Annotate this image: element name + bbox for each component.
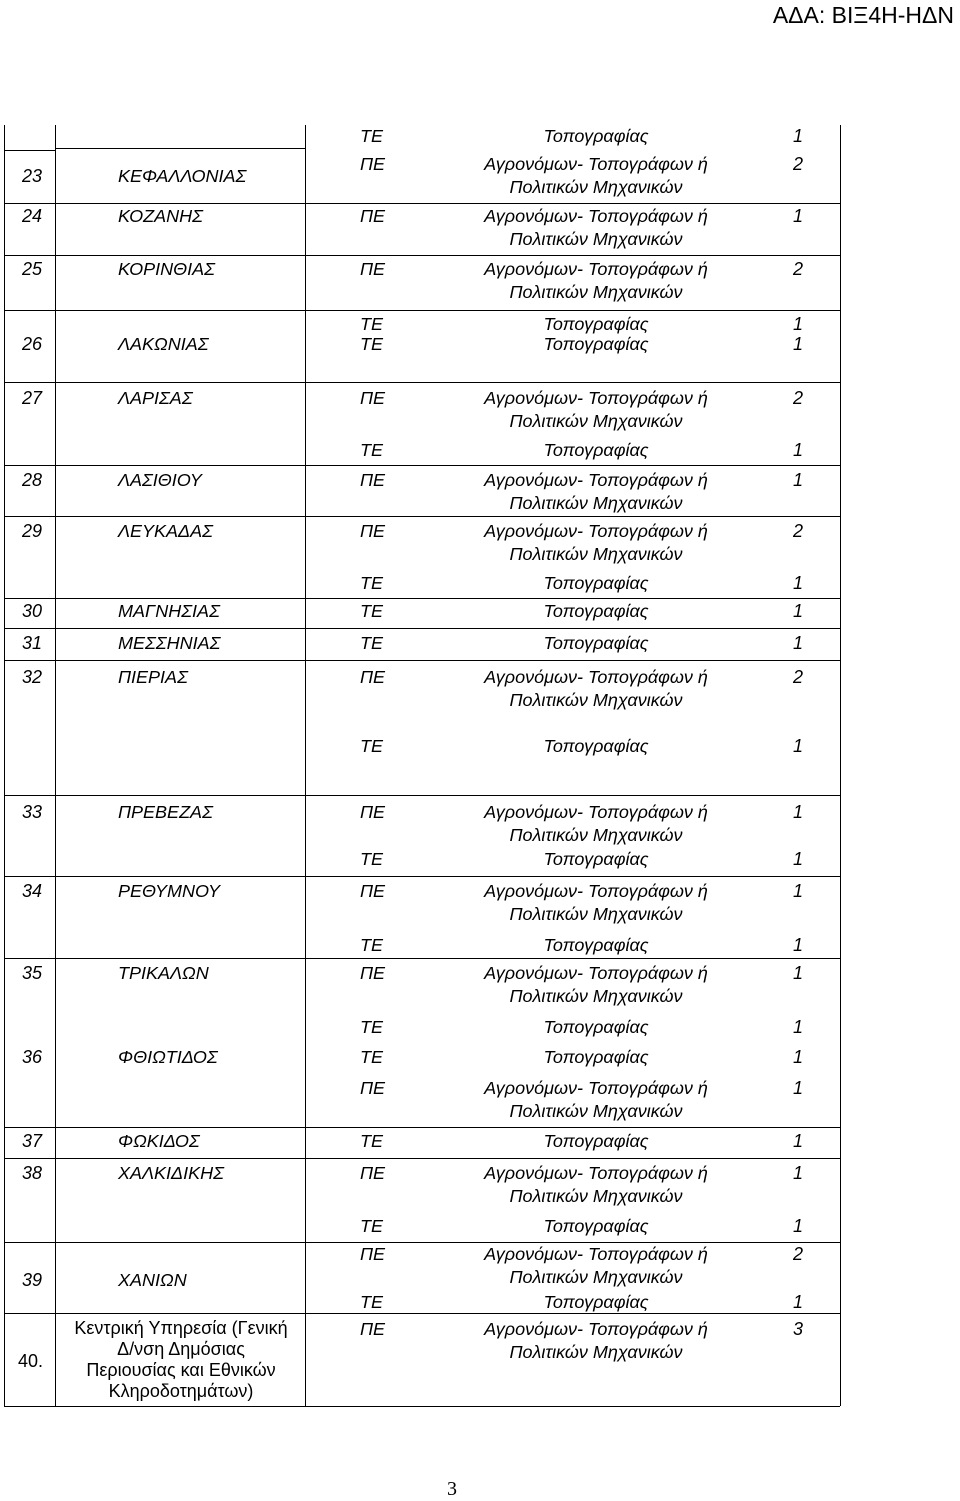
table-rule [4, 255, 840, 256]
specialty-line-1: Αγρονόμων- Τοπογράφων ή [484, 259, 708, 279]
position-count: 1 [792, 470, 803, 490]
category-code: ΠΕ [360, 470, 386, 490]
specialty: Τοπογραφίας [543, 1292, 649, 1312]
position-count: 2 [792, 521, 803, 541]
specialty: Τοπογραφίας [543, 633, 649, 653]
category-code: ΠΕ [360, 802, 386, 822]
category-code: ΤΕ [360, 1216, 384, 1236]
specialty: Τοπογραφίας [543, 440, 649, 460]
row-number: 28 [22, 470, 43, 490]
position-count: 1 [792, 736, 803, 756]
table-rule [4, 1406, 840, 1407]
position-count: 1 [792, 1163, 803, 1183]
category-code: ΤΕ [360, 601, 384, 621]
region-name: ΛΑΣΙΘΙΟΥ [118, 470, 202, 490]
region-name: ΛΕΥΚΑΔΑΣ [118, 521, 213, 541]
specialty-line-1: Αγρονόμων- Τοπογράφων ή [484, 881, 708, 901]
specialty: Τοπογραφίας [543, 573, 649, 593]
table-rule [4, 516, 840, 517]
specialty-line-1: Αγρονόμων- Τοπογράφων ή [484, 206, 708, 226]
category-code: ΤΕ [360, 1017, 384, 1037]
position-count: 2 [792, 154, 803, 174]
specialty: Τοπογραφίας [543, 601, 649, 621]
specialty-line-2: Πολιτικών Μηχανικών [509, 825, 683, 845]
position-count: 1 [792, 601, 803, 621]
category-code: ΤΕ [360, 314, 384, 334]
specialty-line-1: Αγρονόμων- Τοπογράφων ή [484, 802, 708, 822]
table-rule [55, 125, 56, 1406]
table-rule [4, 150, 55, 151]
row-number: 34 [22, 881, 43, 901]
specialty-line-2: Πολιτικών Μηχανικών [509, 1101, 683, 1121]
specialty-line-1: Αγρονόμων- Τοπογράφων ή [484, 1244, 708, 1264]
category-code: ΤΕ [360, 633, 384, 653]
region-name: ΦΘΙΩΤΙΔΟΣ [118, 1047, 218, 1067]
position-count: 1 [792, 314, 803, 334]
category-code: ΤΕ [360, 1047, 384, 1067]
category-code: ΤΕ [360, 849, 384, 869]
table-rule [840, 125, 841, 1406]
table-rule [4, 1158, 840, 1159]
category-code: ΠΕ [360, 259, 386, 279]
specialty-line-1: Αγρονόμων- Τοπογράφων ή [484, 388, 708, 408]
row-number: 30 [22, 601, 43, 621]
specialty: Τοπογραφίας [543, 1216, 649, 1236]
category-code: ΠΕ [360, 1244, 386, 1264]
row-number: 38 [22, 1163, 43, 1183]
page-number: 3 [447, 1478, 457, 1500]
table-rule [4, 876, 840, 877]
row-number: 25 [22, 259, 43, 279]
position-count: 2 [792, 388, 803, 408]
specialty: Τοπογραφίας [543, 334, 649, 354]
region-name: ΛΑΚΩΝΙΑΣ [118, 334, 209, 354]
category-code: ΠΕ [360, 1319, 386, 1339]
position-count: 1 [792, 881, 803, 901]
specialty-line-1: Αγρονόμων- Τοπογράφων ή [484, 1078, 708, 1098]
region-name: ΡΕΘΥΜΝΟΥ [118, 881, 221, 901]
specialty: Τοπογραφίας [543, 1047, 649, 1067]
table-rule [4, 598, 840, 599]
row-number: 35 [22, 963, 43, 983]
region-name: ΚΟΖΑΝΗΣ [118, 206, 203, 226]
specialty-line-2: Πολιτικών Μηχανικών [509, 493, 683, 513]
specialty-line-2: Πολιτικών Μηχανικών [509, 177, 683, 197]
specialty-line-2: Πολιτικών Μηχανικών [509, 411, 683, 431]
category-code: ΤΕ [360, 573, 384, 593]
category-code: ΠΕ [360, 881, 386, 901]
position-count: 1 [792, 1131, 803, 1151]
specialty: Τοπογραφίας [543, 126, 649, 146]
table-rule [4, 125, 5, 1406]
category-code: ΠΕ [360, 521, 386, 541]
specialty-line-2: Πολιτικών Μηχανικών [509, 282, 683, 302]
position-count: 1 [792, 1292, 803, 1312]
position-count: 3 [792, 1319, 803, 1339]
specialty-line-2: Πολιτικών Μηχανικών [509, 690, 683, 710]
row-number: 26 [22, 334, 43, 354]
position-count: 1 [792, 440, 803, 460]
specialty-line-1: Αγρονόμων- Τοπογράφων ή [484, 1319, 708, 1339]
region-name: ΦΩΚΙΔΟΣ [118, 1131, 200, 1151]
category-code: ΠΕ [360, 1078, 386, 1098]
table-rule [4, 628, 840, 629]
position-count: 1 [792, 1047, 803, 1067]
position-count: 1 [792, 1078, 803, 1098]
position-count: 1 [792, 963, 803, 983]
region-name: ΜΕΣΣΗΝΙΑΣ [118, 633, 221, 653]
table-rule [4, 203, 840, 204]
table-rule [305, 125, 306, 1406]
region-name: ΚΕΦΑΛΛΟΝΙΑΣ [118, 166, 247, 186]
table-rule [4, 1242, 840, 1243]
row-number: 40. [18, 1351, 44, 1371]
specialty: Τοπογραφίας [543, 736, 649, 756]
row-number: 31 [22, 633, 43, 653]
position-count: 1 [792, 935, 803, 955]
position-count: 1 [792, 802, 803, 822]
specialty-line-2: Πολιτικών Μηχανικών [509, 229, 683, 249]
specialty-line-2: Πολιτικών Μηχανικών [509, 1186, 683, 1206]
row-number: 37 [22, 1131, 43, 1151]
table-rule [4, 465, 840, 466]
position-count: 1 [792, 1216, 803, 1236]
table-rule [4, 660, 840, 661]
specialty-line-2: Πολιτικών Μηχανικών [509, 904, 683, 924]
region-name: Κεντρική Υπηρεσία (Γενική Δ/νση Δημόσιας Περιουσίας και Εθνικών Κληροδοτημάτων) [74, 1318, 288, 1401]
region-name: ΚΟΡΙΝΘΙΑΣ [118, 259, 215, 279]
table-rule [4, 1127, 840, 1128]
position-count: 1 [792, 849, 803, 869]
position-count: 2 [792, 667, 803, 687]
specialty-line-2: Πολιτικών Μηχανικών [509, 1267, 683, 1287]
specialty-line-1: Αγρονόμων- Τοπογράφων ή [484, 1163, 708, 1183]
region-name: ΧΑΝΙΩΝ [118, 1270, 187, 1290]
region-name: ΠΡΕΒΕΖΑΣ [118, 802, 213, 822]
position-count: 2 [792, 1244, 803, 1264]
region-name: ΤΡΙΚΑΛΩΝ [118, 963, 209, 983]
table-rule [55, 148, 305, 149]
category-code: ΤΕ [360, 1292, 384, 1312]
position-count: 1 [792, 206, 803, 226]
specialty-line-2: Πολιτικών Μηχανικών [509, 1342, 683, 1362]
specialty-line-1: Αγρονόμων- Τοπογράφων ή [484, 521, 708, 541]
category-code: ΤΕ [360, 935, 384, 955]
header-code: ΑΔΑ: ΒΙΞ4Η-ΗΔΝ [772, 2, 954, 28]
row-number: 32 [22, 667, 43, 687]
category-code: ΠΕ [360, 154, 386, 174]
specialty-line-2: Πολιτικών Μηχανικών [509, 986, 683, 1006]
position-count: 1 [792, 334, 803, 354]
specialty-line-1: Αγρονόμων- Τοπογράφων ή [484, 154, 708, 174]
category-code: ΤΕ [360, 334, 384, 354]
table-rule [4, 795, 840, 796]
position-count: 1 [792, 126, 803, 146]
specialty: Τοπογραφίας [543, 849, 649, 869]
row-number: 36 [22, 1047, 43, 1067]
category-code: ΠΕ [360, 963, 386, 983]
specialty: Τοπογραφίας [543, 314, 649, 334]
table-rule [4, 310, 840, 311]
position-count: 1 [792, 573, 803, 593]
category-code: ΤΕ [360, 126, 384, 146]
region-name: ΧΑΛΚΙΔΙΚΗΣ [118, 1163, 224, 1183]
category-code: ΤΕ [360, 1131, 384, 1151]
category-code: ΠΕ [360, 206, 386, 226]
specialty-line-1: Αγρονόμων- Τοπογράφων ή [484, 963, 708, 983]
category-code: ΤΕ [360, 736, 384, 756]
category-code: ΠΕ [360, 667, 386, 687]
row-number: 23 [22, 166, 43, 186]
position-count: 1 [792, 633, 803, 653]
specialty-line-1: Αγρονόμων- Τοπογράφων ή [484, 667, 708, 687]
row-number: 24 [22, 206, 43, 226]
region-name: ΠΙΕΡΙΑΣ [118, 667, 188, 687]
row-number: 29 [22, 521, 43, 541]
table-rule [4, 382, 840, 383]
specialty-line-2: Πολιτικών Μηχανικών [509, 544, 683, 564]
position-count: 1 [792, 1017, 803, 1037]
category-code: ΠΕ [360, 1163, 386, 1183]
row-number: 33 [22, 802, 43, 822]
row-number: 27 [22, 388, 43, 408]
row-number: 39 [22, 1270, 43, 1290]
region-name: ΛΑΡΙΣΑΣ [118, 388, 193, 408]
position-count: 2 [792, 259, 803, 279]
specialty: Τοπογραφίας [543, 1017, 649, 1037]
category-code: ΠΕ [360, 388, 386, 408]
region-name: ΜΑΓΝΗΣΙΑΣ [118, 601, 220, 621]
table-rule [4, 1313, 840, 1314]
specialty-line-1: Αγρονόμων- Τοπογράφων ή [484, 470, 708, 490]
specialty: Τοπογραφίας [543, 935, 649, 955]
specialty: Τοπογραφίας [543, 1131, 649, 1151]
category-code: ΤΕ [360, 440, 384, 460]
table-rule [4, 958, 840, 959]
